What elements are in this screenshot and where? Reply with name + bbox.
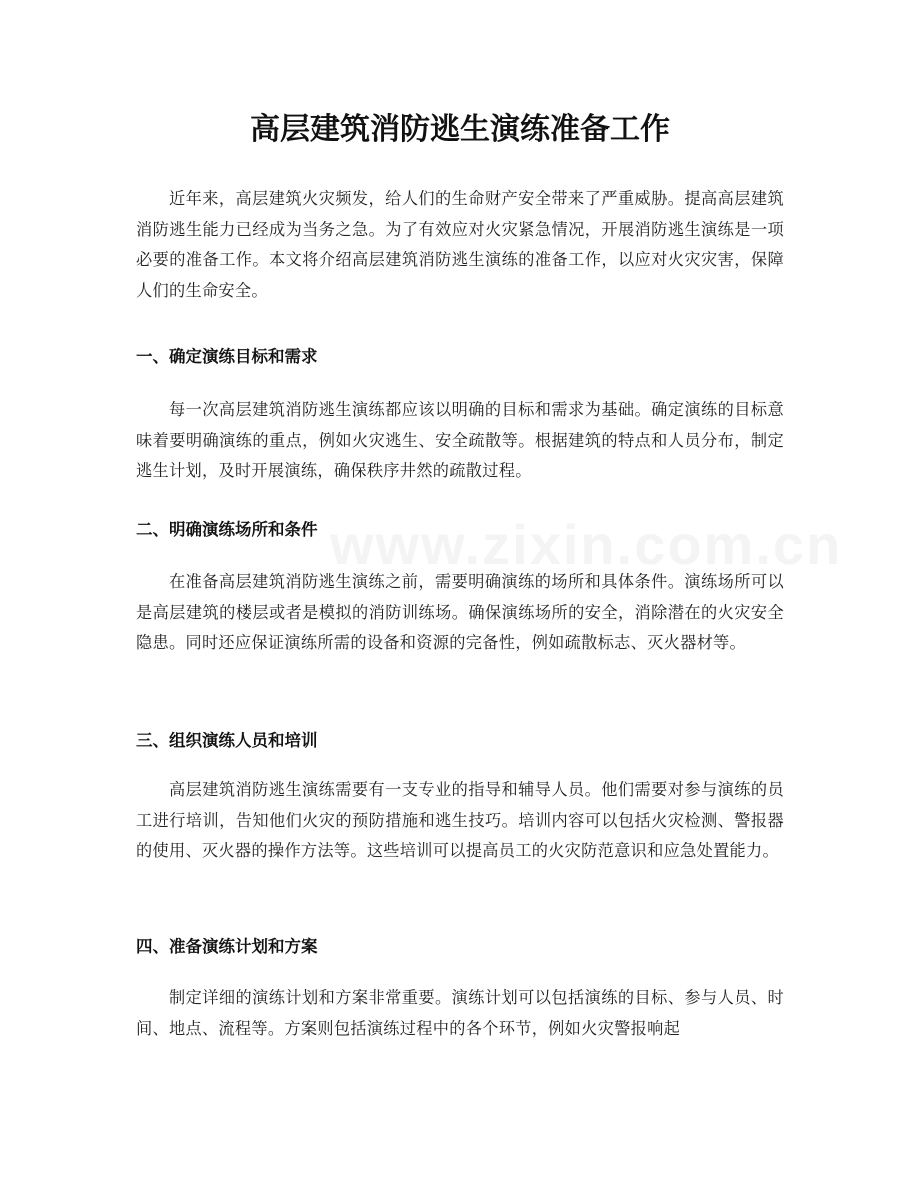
section-4-heading: 四、准备演练计划和方案 — [136, 937, 318, 956]
section-3-heading: 三、组织演练人员和培训 — [136, 731, 318, 750]
section-2-heading: 二、明确演练场所和条件 — [136, 520, 318, 539]
section-2-body: 在准备高层建筑消防逃生演练之前，需要明确演练的场所和具体条件。演练场所可以是高层建筑的楼层或者是模拟的消防训练场。确保演练场所的安全，消除潜在的火灾安全隐患。同时还应保证演练所需的设备和资源的完备性，例如疏散标志、灭火器材等。 — [136, 572, 784, 652]
section-1-heading: 一、确定演练目标和需求 — [136, 347, 318, 366]
section-3-body: 高层建筑消防逃生演练需要有一支专业的指导和辅导人员。他们需要对参与演练的员工进行培训，告知他们火灾的预防措施和逃生技巧。培训内容可以包括火灾检测、警报器的使用、灭火器的操作方法等。这些培训可以提高员工的火灾防范意识和应急处置能力。 — [136, 780, 784, 860]
watermark: www.zixin.com.cn — [330, 513, 843, 576]
section-1-body: 每一次高层建筑消防逃生演练都应该以明确的目标和需求为基础。确定演练的目标意味着要明确演练的重点，例如火灾逃生、安全疏散等。根据建筑的特点和人员分布，制定逃生计划，及时开展演练，确保秩序井然的疏散过程。 — [136, 400, 784, 480]
page-title: 高层建筑消防逃生演练准备工作 — [250, 112, 670, 147]
section-4-body: 制定详细的演练计划和方案非常重要。演练计划可以包括演练的目标、参与人员、时间、地点、流程等。方案则包括演练过程中的各个环节，例如火灾警报响起 — [136, 988, 784, 1038]
intro-paragraph: 近年来，高层建筑火灾频发，给人们的生命财产安全带来了严重威胁。提高高层建筑消防逃生能力已经成为当务之急。为了有效应对火灾紧急情况，开展消防逃生演练是一项必要的准备工作。本文将介绍高层建筑消防逃生演练的准备工作，以应对火灾灾害，保障人们的生命安全。 — [136, 189, 784, 300]
